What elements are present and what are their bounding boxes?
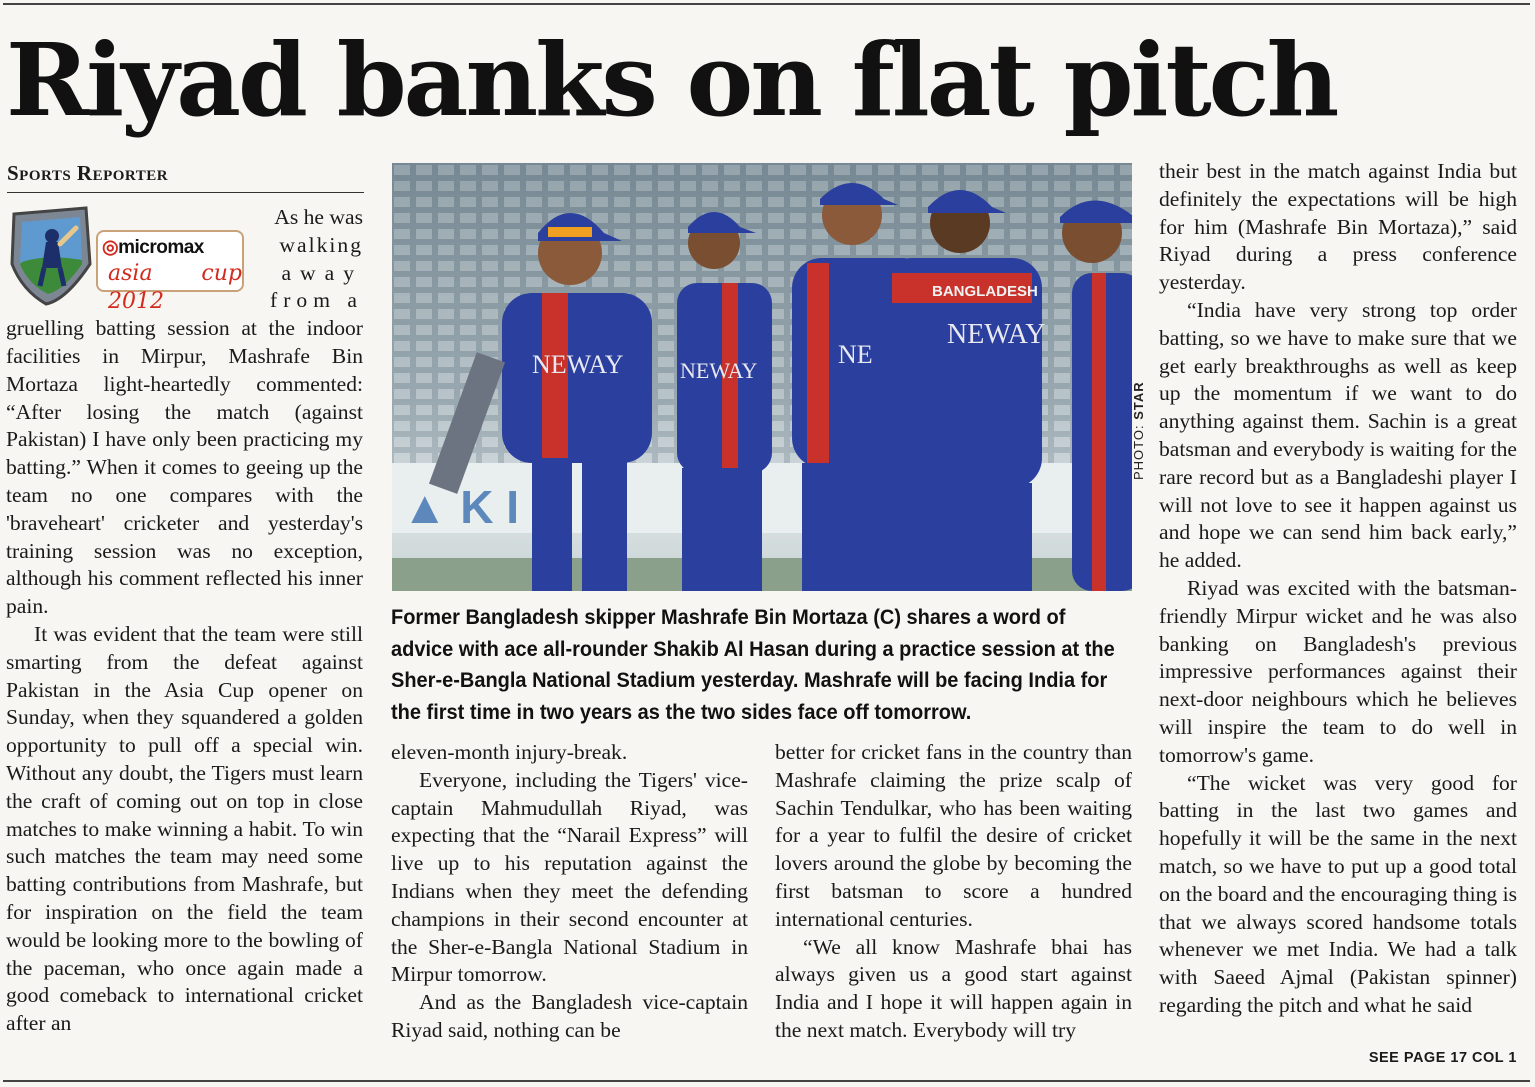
article-column-1 bbox=[6, 204, 363, 1074]
event-name: asia cup 2012 bbox=[108, 261, 242, 314]
intro-line: As he was bbox=[274, 205, 363, 229]
intro-line: walking bbox=[279, 232, 363, 257]
intro-line: away bbox=[281, 260, 363, 285]
intro-line: from a bbox=[270, 288, 363, 313]
article-column-2 bbox=[391, 739, 748, 1074]
paragraph: better for cricket fans in the country than Mashrafe claiming the prize scalp of Sachin Tendulkar, who has been waiting for a year to fulfil the desire of cricket lovers around the globe by becoming the first batsman to score a hundred international centuries. bbox=[775, 740, 1132, 931]
svg-text:NE: NE bbox=[838, 340, 873, 369]
article-column-4 bbox=[1159, 158, 1517, 1048]
svg-text:NEWAY: NEWAY bbox=[947, 319, 1046, 350]
article-column-3 bbox=[775, 739, 1132, 1074]
continuation-jump[interactable]: SEE PAGE 17 COL 1 bbox=[1368, 1050, 1517, 1066]
photo-caption: Former Bangladesh skipper Mashrafe Bin Mortaza (C) shares a word of advice with ace all-rounder Shakib Al Hasan during a practice session at the Sher-e-Bangla National Stadium yesterday. Mashrafe will be facing India for the first time in two years as the two sides face off tomorrow. bbox=[391, 605, 1115, 724]
paragraph: “We all know Mashrafe bhai has always given us a good start against India and I hope it will happen again in the next match. Everybody will try bbox=[775, 934, 1132, 1042]
paragraph: “India have very strong top order batting, so we have to make sure that we get early breakthroughs as well as keep up the momentum if we want to do anything against them. Sachin is a great batsman and everybody is waiting for the rare record but as a Bangladeshi player I will not love to see it happen against us and hope we can send him back early,” he added. bbox=[1159, 297, 1517, 573]
asia-cup-logo bbox=[6, 204, 256, 314]
micromax-brand-box bbox=[96, 230, 244, 314]
paragraph: Everyone, including the Tigers' vice-captain Mahmudullah Riyad, was expecting that the “Narail Express” will live up to his reputation against the Indians when they meet the defending champions in their second encounter at the Sher-e-Bangla National Stadium in Mirpur tomorrow. bbox=[391, 767, 748, 987]
paragraph: their best in the match against India but definitely the expectations will be high for him (Mashrafe Bin Mortaza),” said Riyad during a press conference yesterday. bbox=[1159, 159, 1517, 295]
brand-name: ◎micromax bbox=[102, 237, 204, 258]
svg-text:BANGLADESH: BANGLADESH bbox=[932, 283, 1038, 300]
paragraph: And as the Bangladesh vice-captain Riyad said, nothing can be bbox=[391, 990, 748, 1042]
paragraph: It was evident that the team were still smarting from the defeat against Pakistan in the Asia Cup opener on Sunday, when they squandered a golden opportunity to pull off a special win. Without any doubt, the Tigers must learn the craft of coming out on top in close matches to make winning a habit. To win such matches the team may need some batting contributions from Mashrafe, but for inspiration on the field the team would be looking more to the bowling of the paceman, who once again made a good comeback to international cricket after an bbox=[6, 621, 363, 1036]
svg-text:NEWAY: NEWAY bbox=[680, 358, 758, 383]
svg-text:▲ K I: ▲ K I bbox=[402, 481, 520, 533]
players-photo-illustration bbox=[392, 163, 1132, 591]
headline: Riyad banks on flat pitch bbox=[6, 21, 1337, 139]
paragraph: eleven-month injury-break. bbox=[391, 740, 628, 764]
paragraph: “The wicket was very good for batting in the last two games and hopefully it will be the same in the next match, so we have to put up a good total on the board and the encouraging thing is that we always scored handsome totals whenever we met India. We had a talk with Saeed Ajmal (Pakistan spinner) regarding the pitch and what he said bbox=[1159, 770, 1517, 1017]
byline: Sports Reporter bbox=[7, 161, 364, 193]
photo-credit: PHOTO: STAR bbox=[1131, 381, 1146, 480]
cricket-shield-icon bbox=[6, 204, 96, 308]
team-photo bbox=[392, 163, 1132, 591]
paragraph: gruelling batting session at the indoor facilities in Mirpur, Mashrafe Bin Mortaza light-heartedly commented: “After losing the match (against Pakistan) I have only been practicing my batting.” When it comes to geeing up the team no one compares with the 'braveheart' cricketer and yesterday's training session was no exception, although his comment reflected his inner pain. bbox=[6, 316, 363, 619]
svg-text:NEWAY: NEWAY bbox=[532, 350, 624, 379]
paragraph: Riyad was excited with the batsman-friendly Mirpur wicket and he was also banking on Bangladesh's previous impressive performances against their next-door neighbours which he believes will inspire the team to do well in tomorrow's game. bbox=[1159, 575, 1517, 767]
